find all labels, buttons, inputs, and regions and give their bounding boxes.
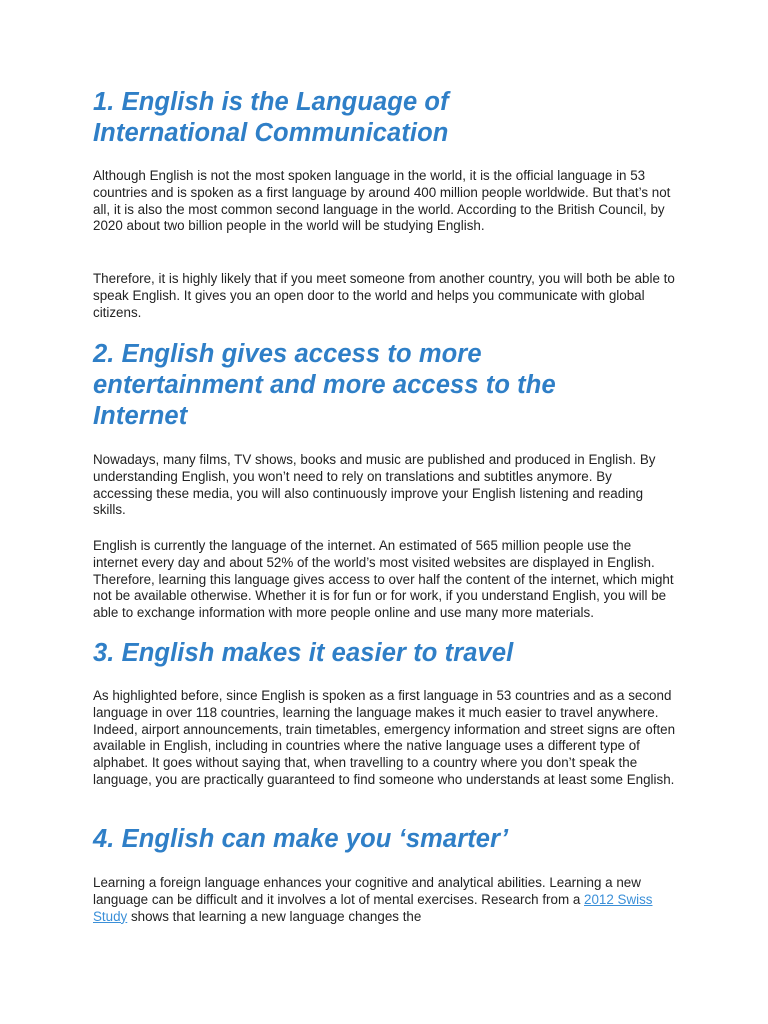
section-2-heading: [93, 339, 673, 432]
section-1-paragraph-1: Although English is not the most spoken language in the world, it is the official language in 53 countries and is spoken as a first language by around 400 million people worldwide. But that’s not all, it is also the most common second language in the world. According to the British Council, by 2020 about two billion people in the world will be studying English.: [93, 168, 671, 234]
section-1-paragraph-2: Therefore, it is highly likely that if you meet someone from another country, you will both be able to speak English. It gives you an open door to the world and helps you communicate with global citizens.: [93, 271, 675, 320]
section-2-paragraph-1: Nowadays, many films, TV shows, books and music are published and produced in English. By understanding English, you won’t need to rely on translations and subtitles anymore. By accessing these media, you will also continuously improve your English listening and reading skills.: [93, 452, 656, 518]
section-2-heading-line-1: 2. English gives access to more: [93, 340, 482, 368]
section-4-text-after-link: shows that learning a new language changes the: [127, 908, 422, 924]
swiss-study-link[interactable]: 2012 Swiss Study: [93, 891, 653, 924]
section-2-paragraph-2: English is currently the language of the internet. An estimated of 565 million people use the internet every day and about 52% of the world’s most visited websites are displayed in English. Therefore, learning this language gives access to over half the content of the internet, which might not be available otherwise. Whether it is for fun or for work, if you understand English, you will be able to exchange information with more people online and use many more materials.: [93, 538, 674, 621]
section-4-heading: 4. English can make you ‘smarter’: [93, 825, 509, 853]
section-1-heading-line-1: 1. English is the Language of: [93, 88, 449, 116]
section-3-heading: 3. English makes it easier to travel: [93, 639, 514, 667]
section-3-paragraph-1: As highlighted before, since English is spoken as a first language in 53 countries and as a second language in over 118 countries, learning the language makes it much easier to travel anywhere. Indeed, airport announcements, train timetables, emergency information and street signs are often available in English, including in countries where the native language uses a different type of alphabet. It goes without saying that, when travelling to a country where you don’t speak the language, you are practically guaranteed to find someone who understands at least some English.: [93, 688, 676, 787]
section-2-heading-line-3: Internet: [93, 402, 188, 430]
section-2-heading-line-2: entertainment and more access to the: [93, 371, 556, 399]
section-1-heading: [93, 87, 653, 149]
section-4-text-before-link: Learning a foreign language enhances your cognitive and analytical abilities. Learning a new language can be difficult and it involves a lot of mental exercises. Research from a: [93, 875, 641, 907]
section-4-paragraph-1: [93, 875, 683, 925]
section-1-heading-line-2: International Communication: [93, 119, 449, 147]
